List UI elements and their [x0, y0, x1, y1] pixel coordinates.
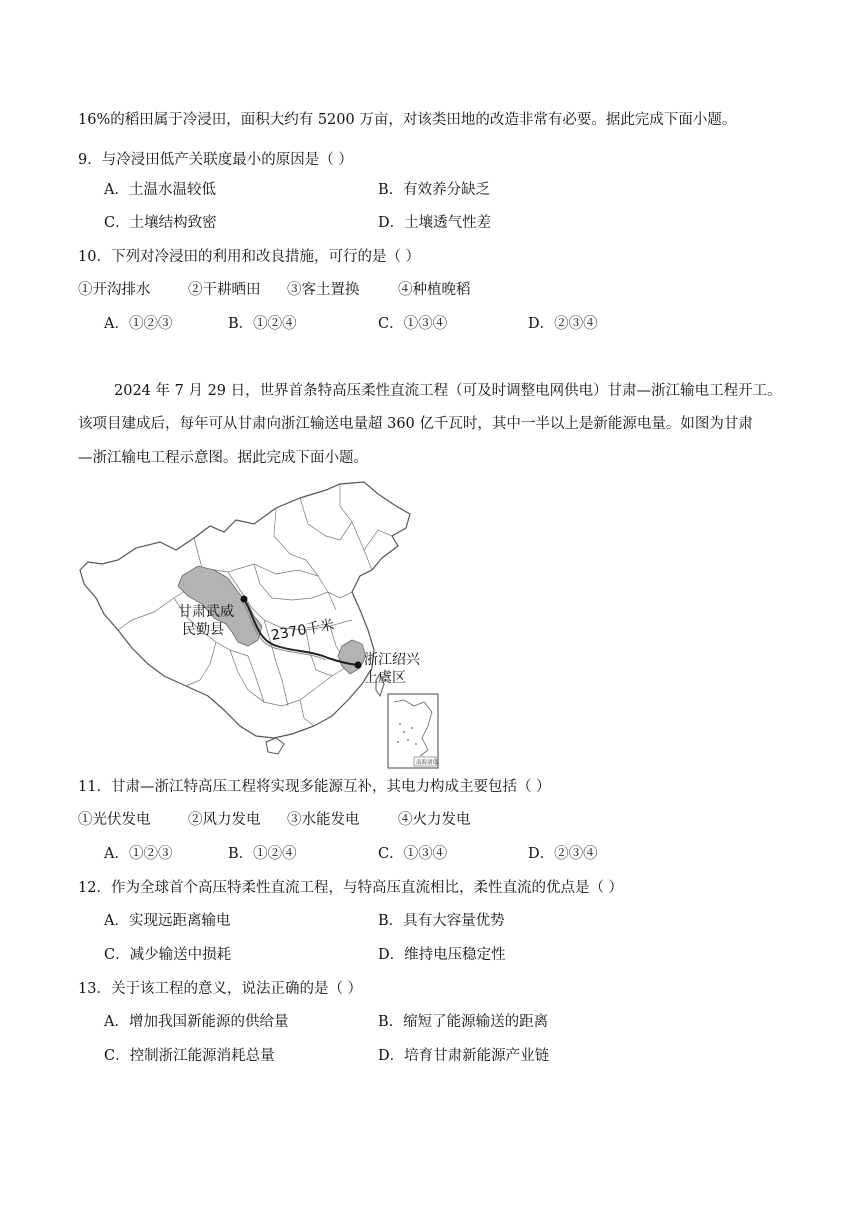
question-13-stem: 13．关于该工程的意义，说法正确的是（ ）	[78, 981, 363, 997]
q10-item-2: ②干耕晒田	[188, 282, 261, 298]
q10-item-1: ①开沟排水	[78, 282, 151, 298]
q9-option-b[interactable]: B．有效养分缺乏	[378, 182, 491, 198]
q10-option-d[interactable]: D．②③④	[528, 316, 598, 332]
label-gansu-1: 甘肃武威	[178, 604, 234, 620]
q10-item-4: ④种植晚稻	[398, 282, 471, 298]
q11-option-a[interactable]: A．①②③	[104, 846, 173, 862]
q11-item-2: ②风力发电	[188, 812, 261, 828]
zhejiang-shaoxing-dot	[355, 662, 362, 669]
label-zhejiang-2: 上虞区	[364, 670, 406, 686]
q9-option-a[interactable]: A．土温水温较低	[104, 182, 216, 198]
transmission-map	[78, 480, 442, 772]
q11-option-d[interactable]: D．②③④	[528, 846, 598, 862]
q12-option-c[interactable]: C．减少输送中损耗	[104, 947, 232, 963]
q9-option-d[interactable]: D．土壤透气性差	[378, 215, 492, 231]
q11-item-3: ③水能发电	[287, 812, 360, 828]
question-9-stem: 9．与冷浸田低产关联度最小的原因是（ ）	[78, 152, 353, 168]
q10-option-a[interactable]: A．①②③	[104, 316, 173, 332]
q10-item-3: ③客土置换	[287, 282, 360, 298]
label-zhejiang-1: 浙江绍兴	[364, 652, 420, 668]
inset-label: 南海诸岛	[416, 760, 439, 766]
q11-item-4: ④火力发电	[398, 812, 471, 828]
q12-option-b[interactable]: B．具有大容量优势	[378, 913, 505, 929]
q11-option-c[interactable]: C．①③④	[378, 846, 448, 862]
hainan-island	[266, 738, 284, 754]
q11-option-b[interactable]: B．①②④	[228, 846, 297, 862]
label-distance: 2370千米	[269, 617, 336, 644]
question-11-stem: 11．甘肃—浙江特高压工程将实现多能源互补，其电力构成主要包括（ ）	[78, 779, 551, 795]
q10-option-b[interactable]: B．①②④	[228, 316, 297, 332]
q9-option-c[interactable]: C．土壤结构致密	[104, 215, 217, 231]
q12-option-d[interactable]: D．维持电压稳定性	[378, 947, 506, 963]
question-12-stem: 12．作为全球首个高压特柔性直流工程，与特高压直流相比，柔性直流的优点是（ ）	[78, 880, 624, 896]
q12-option-a[interactable]: A．实现远距离输电	[104, 913, 231, 929]
passage2-line-1: 2024 年 7 月 29 日，世界首条特高压柔性直流工程（可及时调整电网供电）甘肃—浙江输电工程开工。	[114, 383, 782, 399]
passage-text: 16%的稻田属于冷浸田，面积大约有 5200 万亩，对该类田地的改造非常有必要。据此完成下面小题。	[78, 112, 737, 128]
passage2-line-3: —浙江输电工程示意图。据此完成下面小题。	[78, 450, 368, 466]
q10-option-c[interactable]: C．①③④	[378, 316, 448, 332]
label-gansu-2: 民勤县	[182, 622, 224, 638]
passage2-line-2: 该项目建成后，每年可从甘肃向浙江输送电量超 360 亿千瓦时，其中一半以上是新能源电量。如图为甘肃	[78, 416, 753, 432]
question-10-stem: 10．下列对冷浸田的利用和改良措施，可行的是（ ）	[78, 249, 421, 265]
q13-option-b[interactable]: B．缩短了能源输送的距离	[378, 1014, 549, 1030]
q11-item-1: ①光伏发电	[78, 812, 151, 828]
q13-option-c[interactable]: C．控制浙江能源消耗总量	[104, 1048, 275, 1064]
gansu-wuwei-dot	[241, 596, 248, 603]
province-borders	[118, 484, 392, 726]
q13-option-a[interactable]: A．增加我国新能源的供给量	[104, 1014, 289, 1030]
zhejiang-province	[338, 640, 366, 674]
q13-option-d[interactable]: D．培育甘肃新能源产业链	[378, 1048, 550, 1064]
